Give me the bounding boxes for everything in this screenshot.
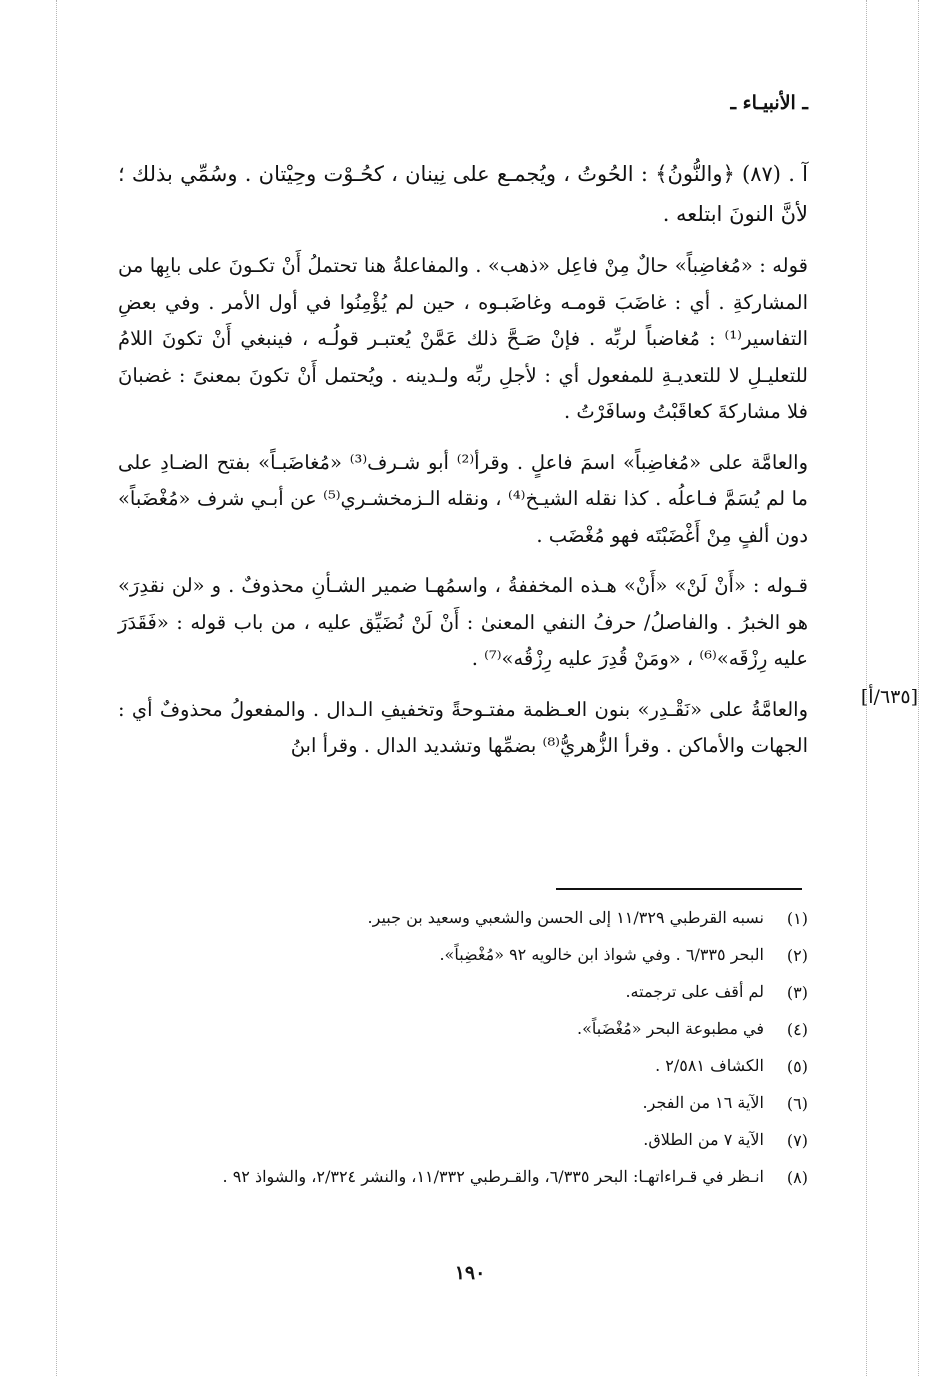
footnote-number: (٨) bbox=[786, 1168, 808, 1187]
paragraph-verse-87: آ . (٨٧) ﴿والنُّونُ﴾ : الحُوتُ ، ويُجمـع على نِينان ، كحُـوْت وحِيْتان . وسُمِّي بذلك ؛ لأنَّ النونَ ابتلعه . bbox=[118, 162, 808, 226]
paragraph-mughadiban: قوله : «مُغاضِباً» حالٌ مِنْ فاعِل «ذهب» . والمفاعلةُ هنا تحتملُ أَنْ تكـونَ على بابِها من المشاركةِ . أي : غاضَبَ قومـه وغاضَبـوه ، حين لم يُؤْمِنُوا في أول الأمر . وفي بعضِ التفاسير⁽¹⁾ : مُغاضباً لربِّه . فإنْ صَـحَّ ذلك عَمَّنْ يُعتبـر قولُـه ، فينبغي أَنْ تكونَ اللامُ للتعليـلِ لا للتعديـةِ للمفعول أي : لأجلِ ربِّه ولـدينه . ويُحتمل أَنْ تكونَ بمعنىً : غضبانَ فلا مشاركةَ كعاقَبْتُ وسافَرْتُ . bbox=[118, 254, 808, 423]
footnote-text: البحر ٦/٣٣٥ . وفي شواذ ابن خالويه ٩٢ «مُغْضِباً». bbox=[439, 945, 764, 964]
footnote-item bbox=[118, 1048, 808, 1085]
footnote-text: الكشاف ٢/٥٨١ . bbox=[655, 1056, 764, 1075]
scan-artifact-line bbox=[918, 0, 919, 1376]
footnote-text: في مطبوعة البحر «مُغْضَباً». bbox=[577, 1019, 764, 1038]
footnote-item bbox=[118, 1159, 808, 1196]
footnote-item bbox=[118, 937, 808, 974]
paragraph-readings: والعامَّة على «مُغاضِباً» اسمَ فاعلٍ . وقرأ⁽²⁾ أبو شـرف⁽³⁾ «مُغاضَبـاً» بفتح الضـادِ على ما لم يُسَمَّ فـاعلُه . كذا نقله الشيـخ⁽⁴⁾ ، ونقله الـزمخشـري⁽⁵⁾ عن أبـي شرف «مُغْضَباً» دون ألفٍ مِنْ أَغْضَبْتَه فهو مُغْضَب . bbox=[118, 450, 809, 547]
footnote-number: (٢) bbox=[786, 946, 808, 965]
footnote-number: (٥) bbox=[786, 1057, 808, 1076]
page-body bbox=[118, 80, 808, 765]
footnote-item bbox=[118, 974, 808, 1011]
footnote-item bbox=[118, 1122, 808, 1159]
footnote-text: نسبه القرطبي ١١/٣٢٩ إلى الحسن والشعبي وسعيد بن جبير. bbox=[367, 908, 764, 927]
running-header: ـ الأنبيـاء ـ bbox=[730, 92, 808, 114]
footnote-text: لم أقف على ترجمته. bbox=[625, 982, 764, 1001]
footnote-item bbox=[118, 900, 808, 937]
paragraph-naqdir: والعامَّةُ على «نَقْـدِر» بنون العـظمة مفتـوحةً وتخفيفِ الـدال . والمفعولُ محذوفٌ أي : الجهات والأماكن . وقرأ الزُّهريُّ⁽⁸⁾ بضمِّها وتشديد الدال . وقرأ ابنُ bbox=[118, 697, 808, 757]
footnote-number: (٤) bbox=[786, 1020, 808, 1039]
footnotes bbox=[118, 900, 808, 1196]
paragraph-an-lan: قـوله : «أَنْ لَنْ» «أَنْ» هـذه المخففةُ ، واسمُهـا ضمير الشـأنِ محذوفٌ . و «لن نقدِرَ» هو الخبرُ . والفاصلُ/ حرفُ النفي المعنىٰ : أَنْ لَنْ نُضَيِّق عليه ، من باب قوله : «فَقَدَرَ عليه رِزْقَه»⁽⁶⁾ ، «ومَنْ قُدِرَ عليه رِزْقُه»⁽⁷⁾ . bbox=[118, 574, 808, 670]
footnote-divider bbox=[556, 888, 802, 890]
manuscript-folio-reference: [٦٣٥/أ] bbox=[860, 686, 918, 708]
footnote-item bbox=[118, 1085, 808, 1122]
footnote-number: (١) bbox=[786, 909, 808, 928]
page-number: ١٩٠ bbox=[454, 1262, 486, 1284]
footnote-text: انـظر في قـراءاتهـا: البحر ٦/٣٣٥، والقـرطبي ١١/٣٣٢، والنشر ٢/٣٢٤، والشواذ ٩٢ . bbox=[222, 1167, 764, 1186]
footnote-number: (٧) bbox=[786, 1131, 808, 1150]
footnote-number: (٦) bbox=[786, 1094, 808, 1113]
footnote-text: الآية ٧ من الطلاق. bbox=[643, 1130, 764, 1149]
footnote-text: الآية ١٦ من الفجر. bbox=[642, 1093, 764, 1112]
footnote-item bbox=[118, 1011, 808, 1048]
footnote-number: (٣) bbox=[786, 983, 808, 1002]
scan-artifact-line bbox=[56, 0, 57, 1376]
